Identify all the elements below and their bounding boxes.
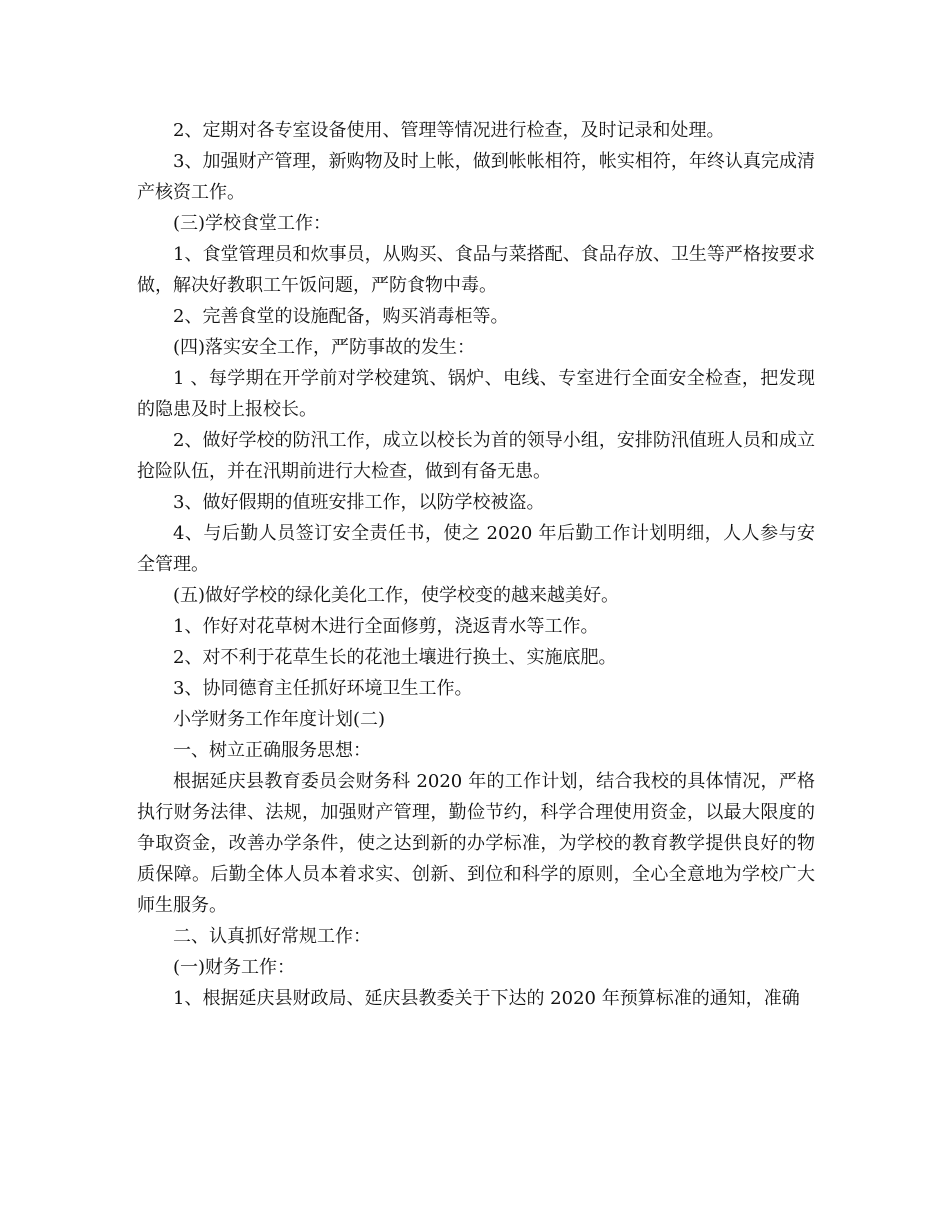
paragraph: 2、完善食堂的设施配备，购买消毒柜等。 <box>173 306 509 327</box>
paragraph: 1 、每学期在开学前对学校建筑、锅炉、电线、专室进行全面安全检查，把发现的隐患及时上报校长。 <box>137 368 815 420</box>
paragraph: 2、定期对各专室设备使用、管理等情况进行检查，及时记录和处理。 <box>173 120 725 141</box>
paragraph: 1、根据延庆县财政局、延庆县教委关于下达的 2020 年预算标准的通知，准确 <box>173 988 800 1009</box>
section-heading: 一、树立正确服务思想： <box>173 740 371 761</box>
paragraph: 1、食堂管理员和炊事员，从购买、食品与菜搭配、食品存放、卫生等严格按要求做，解决好教职工午饭问题，严防食物中毒。 <box>137 244 815 296</box>
paragraph: 4、与后勤人员签订安全责任书，使之 2020 年后勤工作计划明细，人人参与安全管理。 <box>137 523 815 575</box>
paragraph: 根据延庆县教育委员会财务科 2020 年的工作计划，结合我校的具体情况，严格执行财务法律、法规，加强财产管理，勤俭节约，科学合理使用资金，以最大限度的争取资金，改善办学条件，使之达到新的办学标准，为学校的教育教学提供良好的物质保障。后勤全体人员本着求实、创新、到位和科学的原则，全心全意地为学校广大师生服务。 <box>137 771 815 916</box>
section-heading: (三)学校食堂工作： <box>173 213 332 234</box>
paragraph: 1、作好对花草树木进行全面修剪，浇返青水等工作。 <box>173 616 599 637</box>
section-heading: 二、认真抓好常规工作： <box>173 926 371 947</box>
document-title: 小学财务工作年度计划(二) <box>173 709 386 730</box>
paragraph: 3、加强财产管理，新购物及时上帐，做到帐帐相符，帐实相符，年终认真完成清产核资工作。 <box>137 151 815 203</box>
section-heading: (五)做好学校的绿化美化工作，使学校变的越来越美好。 <box>173 585 620 606</box>
paragraph: 2、对不利于花草生长的花池土壤进行换土、实施底肥。 <box>173 647 617 668</box>
paragraph: 3、协同德育主任抓好环境卫生工作。 <box>173 678 473 699</box>
document-body <box>137 115 815 1014</box>
section-heading: (一)财务工作： <box>173 957 296 978</box>
section-heading: (四)落实安全工作，严防事故的发生： <box>173 337 476 358</box>
paragraph: 3、做好假期的值班安排工作，以防学校被盗。 <box>173 492 545 513</box>
paragraph: 2、做好学校的防汛工作，成立以校长为首的领导小组，安排防汛值班人员和成立抢险队伍，并在汛期前进行大检查，做到有备无患。 <box>137 430 815 482</box>
